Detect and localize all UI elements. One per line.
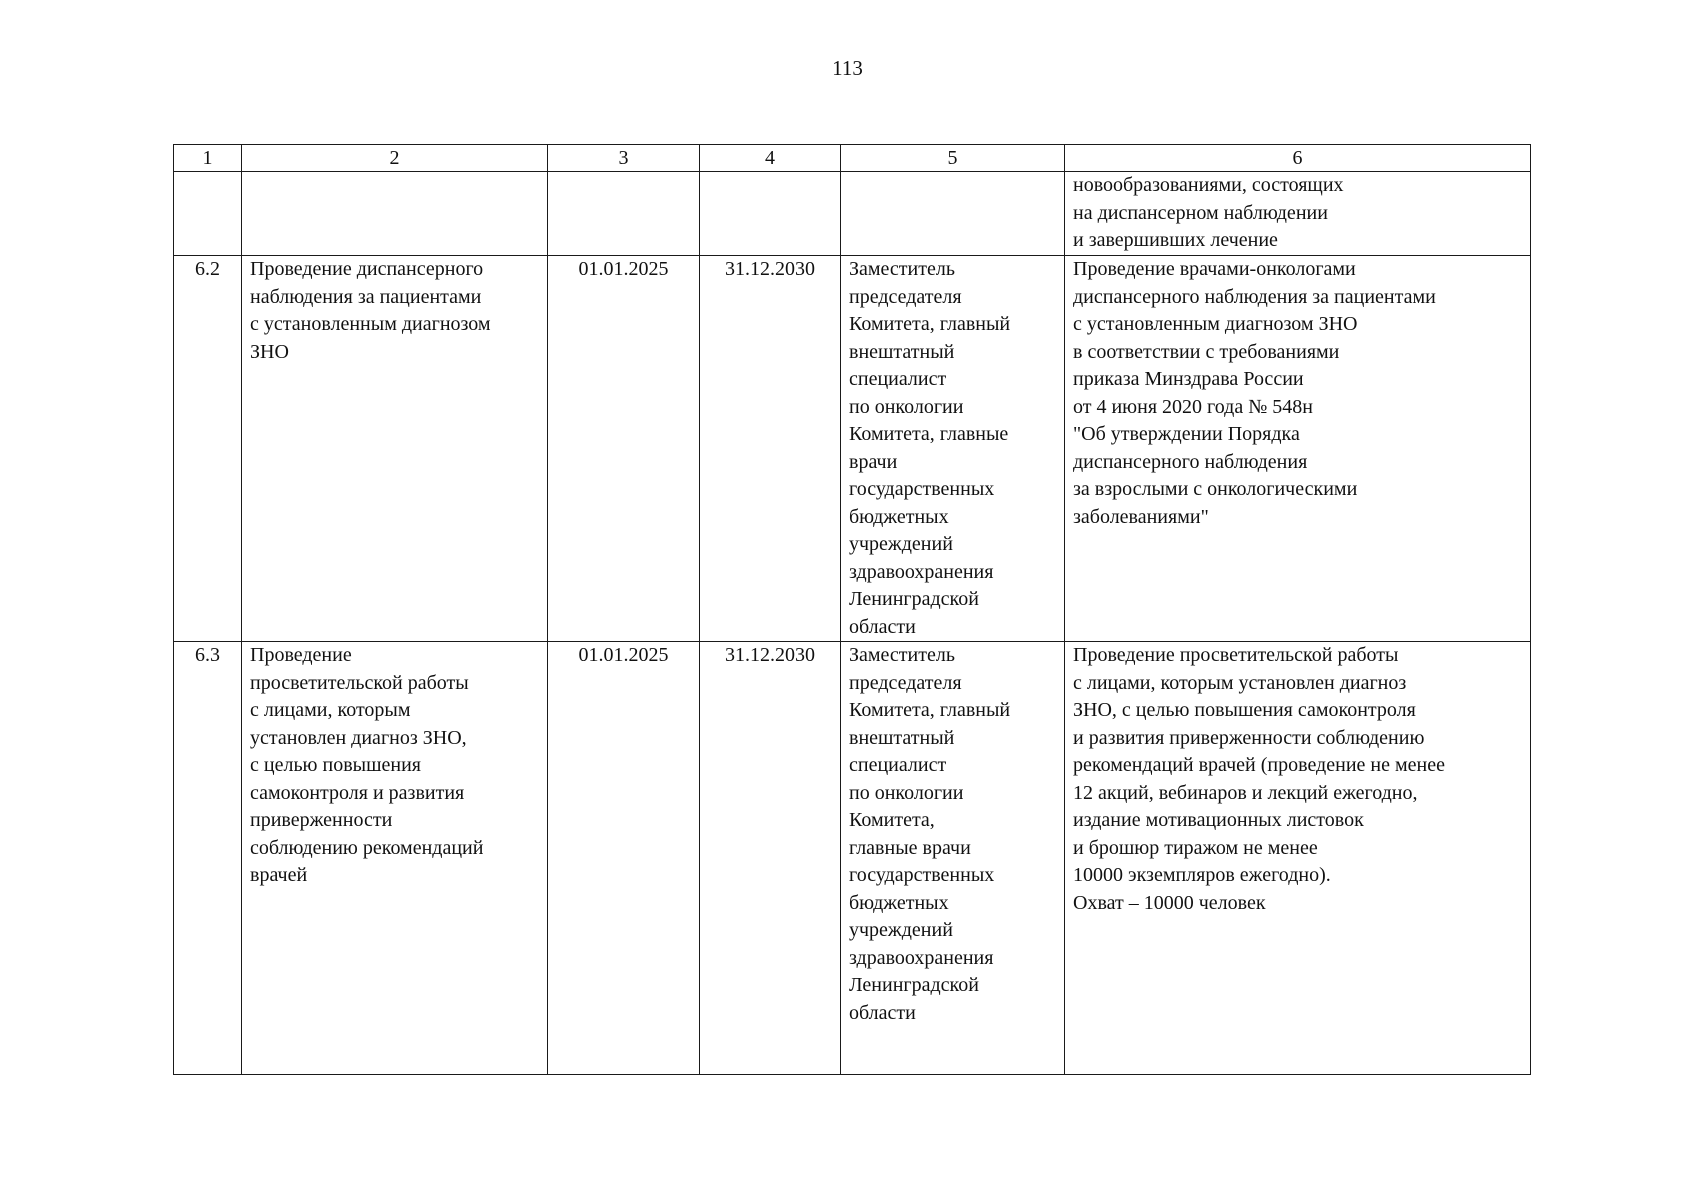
- end-date-cell: [700, 172, 841, 256]
- responsible-cell: Заместитель председателя Комитета, главный внештатный специалист по онкологии Комитета, главные врачи государственных бюджетных учреждений здравоохранения Ленинградской области: [841, 256, 1065, 642]
- end-date-cell: 31.12.2030: [700, 642, 841, 1075]
- measure-cell: Проведение просветительской работы с лицами, которым установлен диагноз ЗНО, с целью повышения самоконтроля и развития приверженности соблюдению рекомендаций врачей: [242, 642, 548, 1075]
- row-number-cell: 6.2: [174, 256, 242, 642]
- measure-cell: [242, 172, 548, 256]
- column-header: 4: [700, 145, 841, 172]
- start-date-cell: 01.01.2025: [548, 642, 700, 1075]
- measure-cell: Проведение диспансерного наблюдения за пациентами с установленным диагнозом ЗНО: [242, 256, 548, 642]
- table-row: [174, 642, 1531, 1075]
- column-header: 6: [1065, 145, 1531, 172]
- result-cell: Проведение врачами-онкологами диспансерного наблюдения за пациентами с установленным диагнозом ЗНО в соответствии с требованиями приказа Минздрава России от 4 июня 2020 года № 548н "Об утверждении Порядка диспансерного наблюдения за взрослыми с онкологическими заболеваниями": [1065, 256, 1531, 642]
- activities-table: [173, 144, 1531, 1075]
- column-header: 1: [174, 145, 242, 172]
- responsible-cell: [841, 172, 1065, 256]
- column-header: 5: [841, 145, 1065, 172]
- table-header-row: [174, 145, 1531, 172]
- column-header: 2: [242, 145, 548, 172]
- row-number-cell: 6.3: [174, 642, 242, 1075]
- result-cell: новообразованиями, состоящих на диспансерном наблюдении и завершивших лечение: [1065, 172, 1531, 256]
- column-header: 3: [548, 145, 700, 172]
- table-row: [174, 256, 1531, 642]
- page-number: 113: [832, 56, 863, 80]
- row-number-cell: [174, 172, 242, 256]
- start-date-cell: 01.01.2025: [548, 256, 700, 642]
- end-date-cell: 31.12.2030: [700, 256, 841, 642]
- start-date-cell: [548, 172, 700, 256]
- table-row: [174, 172, 1531, 256]
- responsible-cell: Заместитель председателя Комитета, главный внештатный специалист по онкологии Комитета, главные врачи государственных бюджетных учреждений здравоохранения Ленинградской области: [841, 642, 1065, 1075]
- result-cell: Проведение просветительской работы с лицами, которым установлен диагноз ЗНО, с целью повышения самоконтроля и развития приверженности соблюдению рекомендаций врачей (проведение не менее 12 акций, вебинаров и лекций ежегодно, издание мотивационных листовок и брошюр тиражом не менее 10000 экземпляров ежегодно). Охват – 10000 человек: [1065, 642, 1531, 1075]
